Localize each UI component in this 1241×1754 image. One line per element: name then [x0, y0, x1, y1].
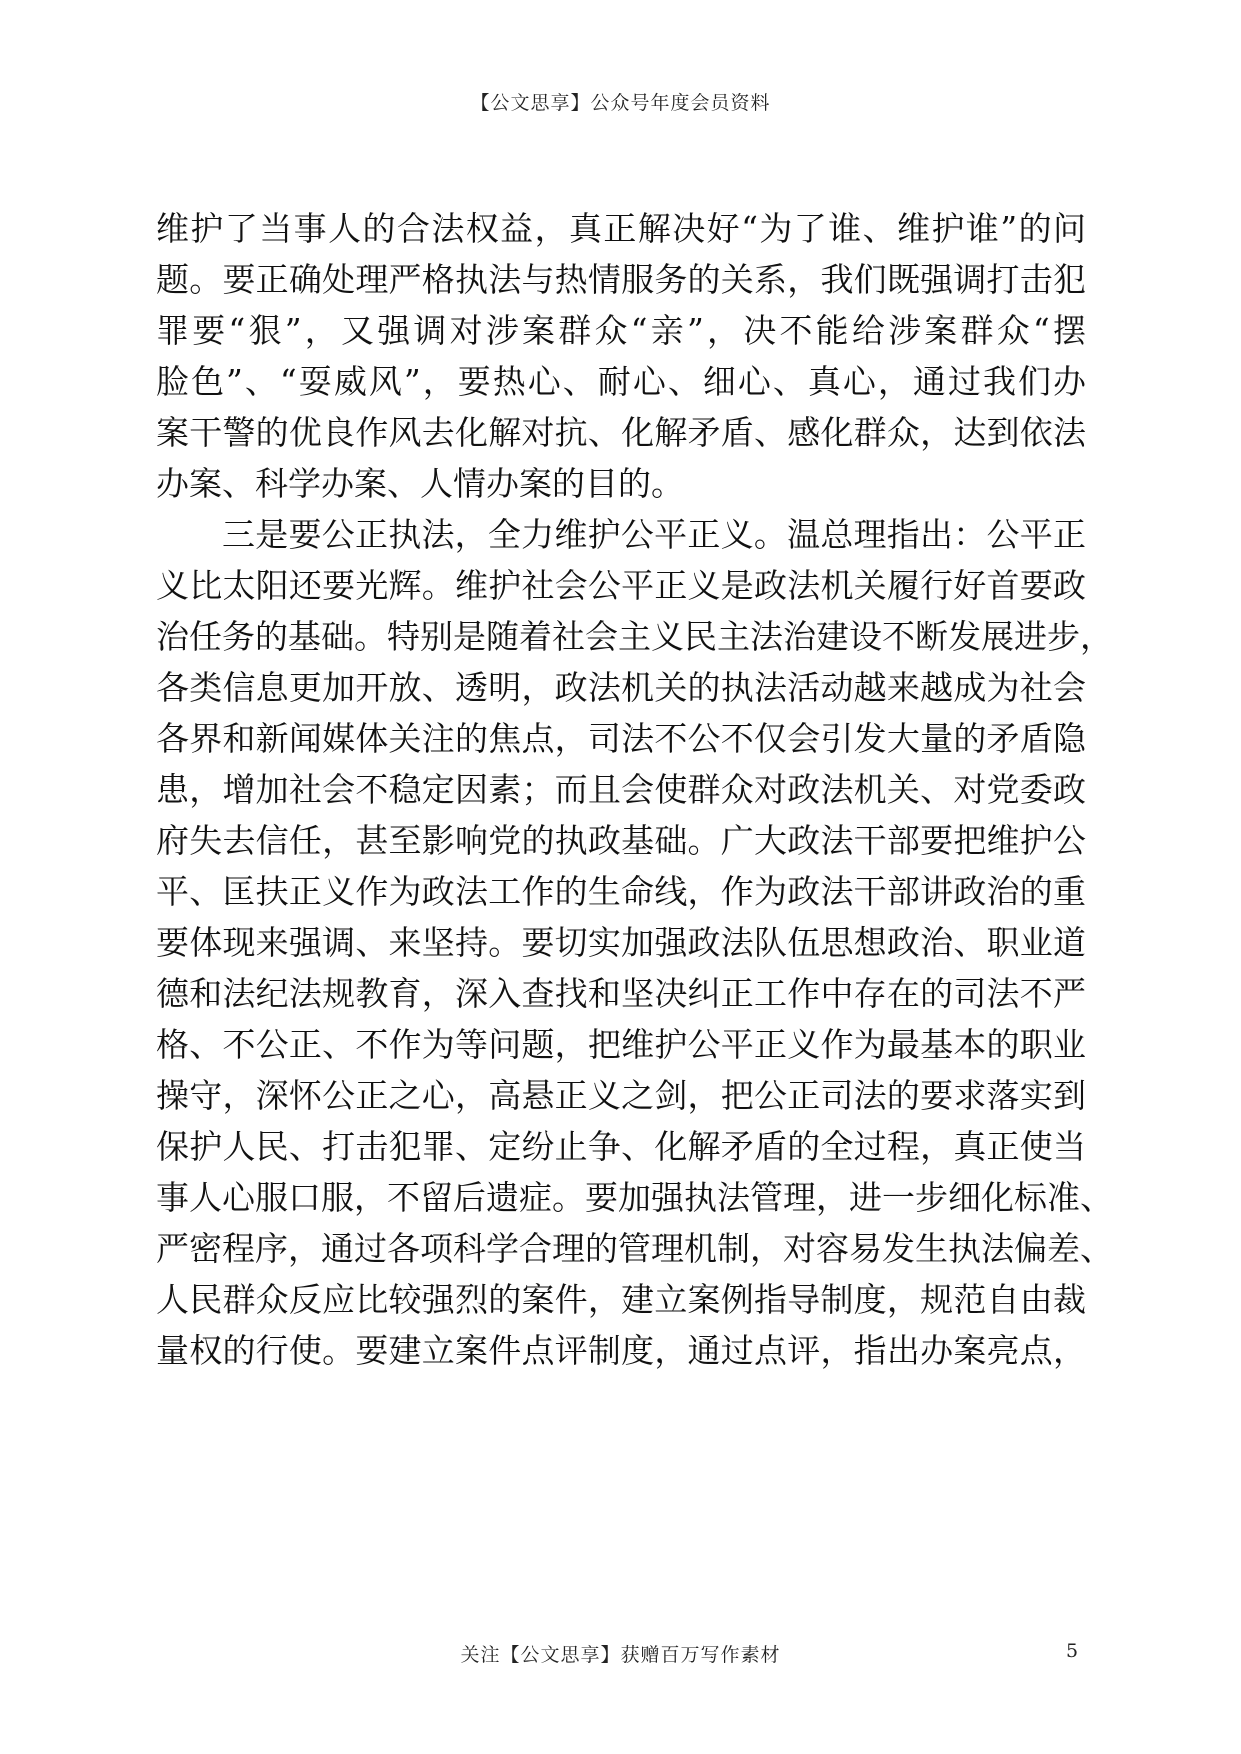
text-line: 患，增加社会不稳定因素；而且会使群众对政法机关、对党委政 — [156, 770, 1086, 809]
text-line: 各界和新闻媒体关注的焦点，司法不公不仅会引发大量的矛盾隐 — [156, 719, 1086, 758]
body-text — [156, 203, 1113, 1376]
text-line: 府失去信任，甚至影响党的执政基础。广大政法干部要把维护公 — [156, 821, 1086, 860]
page-header: 【公文思享】公众号年度会员资料 — [470, 92, 771, 114]
text-line: 量权的行使。要建立案件点评制度，通过点评，指出办案亮点， — [156, 1331, 1086, 1370]
text-line: 各类信息更加开放、透明，政法机关的执法活动越来越成为社会 — [156, 668, 1086, 707]
text-line: 要体现来强调、来坚持。要切实加强政法队伍思想政治、职业道 — [156, 923, 1086, 962]
text-line: 平、匡扶正义作为政法工作的生命线，作为政法干部讲政治的重 — [156, 872, 1086, 911]
page-number: 5 — [1066, 1640, 1079, 1662]
text-line: 案干警的优良作风去化解对抗、化解矛盾、感化群众，达到依法 — [156, 413, 1086, 452]
text-line: 德和法纪法规教育，深入查找和坚决纠正工作中存在的司法不严 — [156, 974, 1086, 1013]
text-line: 事人心服口服，不留后遗症。要加强执法管理，进一步细化标准、 — [156, 1178, 1113, 1217]
text-line: 操守，深怀公正之心，高悬正义之剑，把公正司法的要求落实到 — [156, 1076, 1086, 1115]
text-line: 保护人民、打击犯罪、定纷止争、化解矛盾的全过程，真正使当 — [156, 1127, 1086, 1166]
text-line: 罪要“狠”，又强调对涉案群众“亲”，决不能给涉案群众“摆 — [156, 311, 1086, 350]
text-line: 治任务的基础。特别是随着社会主义民主法治建设不断发展进步， — [156, 617, 1113, 656]
text-line: 脸色”、“耍威风”，要热心、耐心、细心、真心，通过我们办 — [156, 362, 1086, 401]
text-line: 严密程序，通过各项科学合理的管理机制，对容易发生执法偏差、 — [156, 1229, 1113, 1268]
page-footer: 关注【公文思享】获赠百万写作素材 — [460, 1644, 781, 1666]
text-line: 格、不公正、不作为等问题，把维护公平正义作为最基本的职业 — [156, 1025, 1086, 1064]
text-line: 义比太阳还要光辉。维护社会公平正义是政法机关履行好首要政 — [156, 566, 1086, 605]
text-line: 办案、科学办案、人情办案的目的。 — [156, 464, 684, 503]
text-line: 题。要正确处理严格执法与热情服务的关系，我们既强调打击犯 — [156, 260, 1086, 299]
text-line: 维护了当事人的合法权益，真正解决好“为了谁、维护谁”的问 — [156, 209, 1086, 248]
paragraph-start-line: 三是要公正执法，全力维护公平正义。温总理指出：公平正 — [222, 515, 1086, 554]
text-line: 人民群众反应比较强烈的案件，建立案例指导制度，规范自由裁 — [156, 1280, 1086, 1319]
